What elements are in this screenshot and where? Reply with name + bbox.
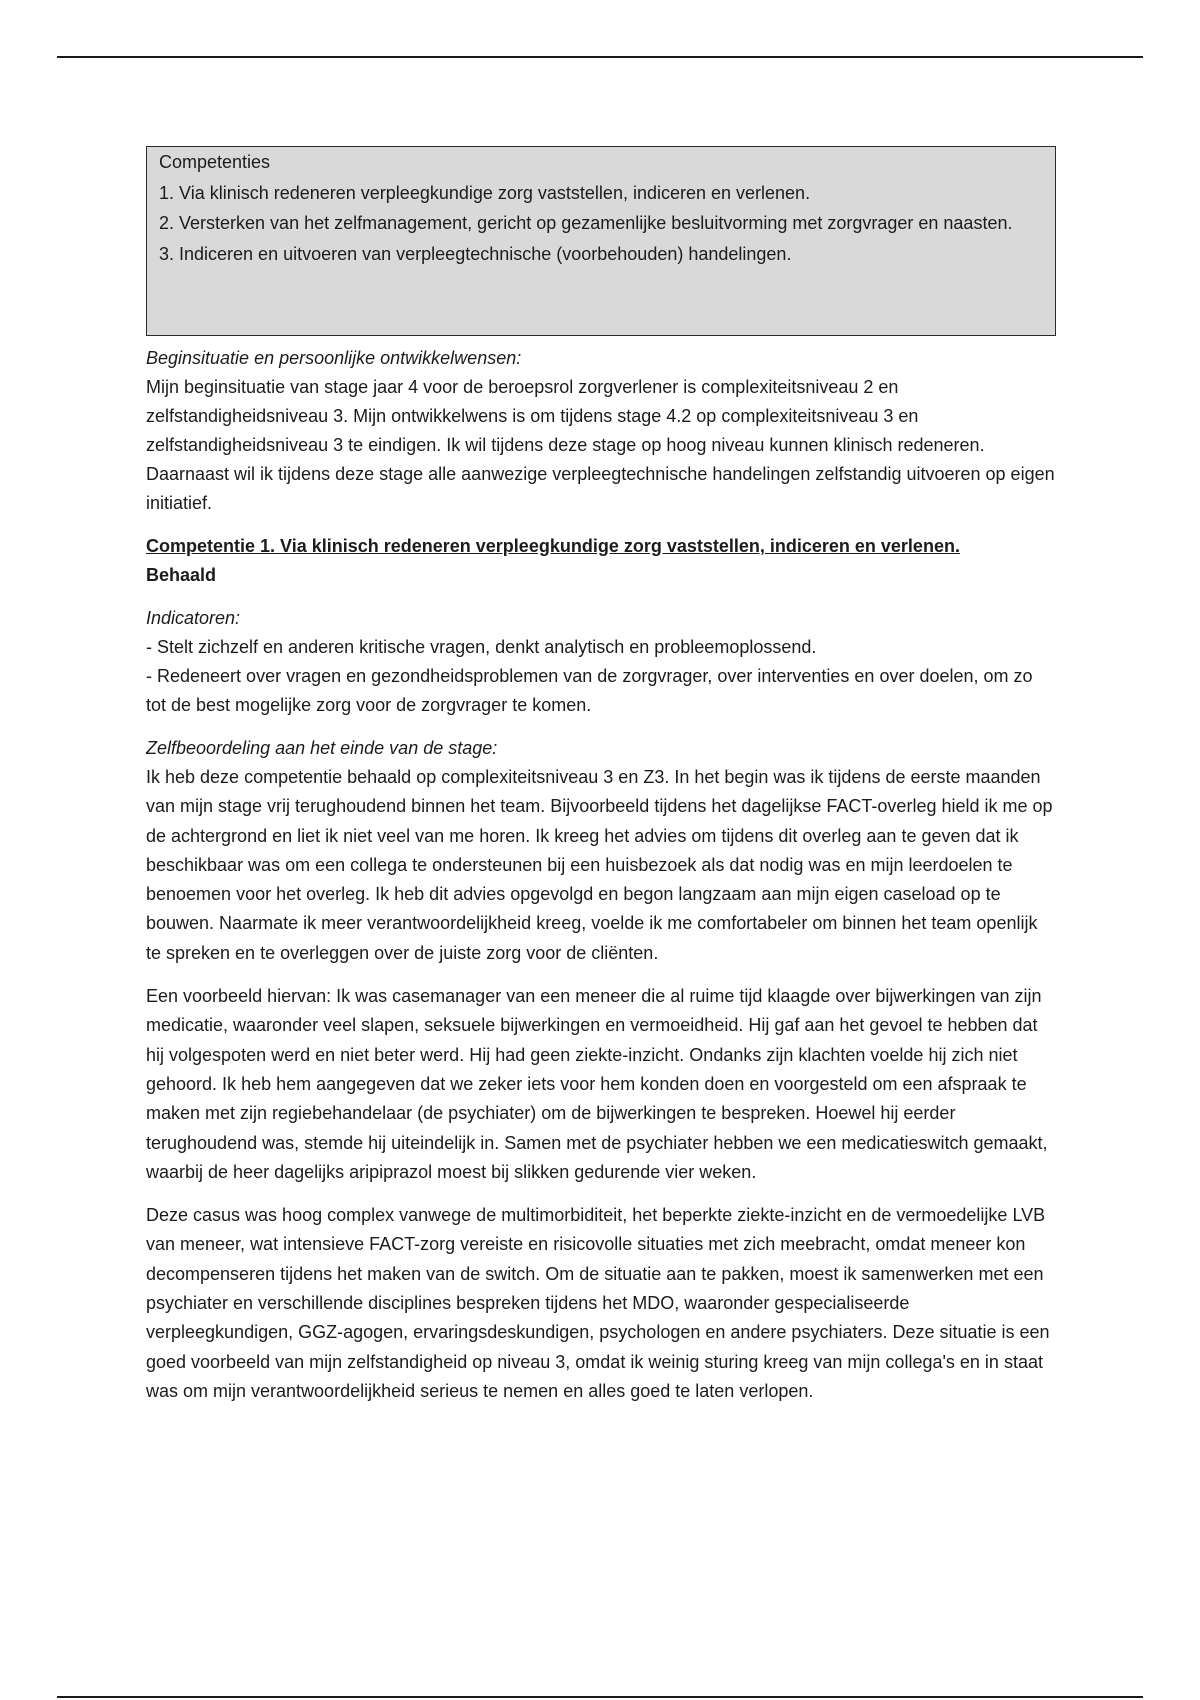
self-assessment-paragraph: Ik heb deze competentie behaald op complexiteitsniveau 3 en Z3. In het begin was ik tijdens de eerste maanden van mijn stage vrij terughoudend binnen het team. Bijvoorbeeld tijdens het dagelijkse FACT-overleg hield ik me op de achtergrond en liet ik niet veel van me horen. Ik kreeg het advies om tijdens dit overleg aan te geven dat ik beschikbaar was om een collega te ondersteunen bij een huisbezoek als dat nodig was en mijn leerdoelen te benoemen voor het overleg. Ik heb dit advies opgevolgd en begon langzaam aan mijn eigen caseload op te bouwen. Naarmate ik meer verantwoordelijkheid kreeg, voelde ik me comfortabeler om binnen het team openlijk te spreken en te overleggen over de juiste zorg voor de cliënten. [146, 767, 1053, 963]
self-assessment-paragraph: Een voorbeeld hiervan: Ik was casemanager van een meneer die al ruime tijd klaagde over bijwerkingen van zijn medicatie, waaronder veel slapen, seksuele bijwerkingen en vermoeidheid. Hij gaf aan het gevoel te hebben dat hij volgespoten werd en niet beter werd. Hij had geen ziekte-inzicht. Ondanks zijn klachten voelde hij zich niet gehoord. Ik heb hem aangegeven dat we zeker iets voor hem konden doen en voorgesteld om een afspraak te maken met zijn regiebehandelaar (de psychiater) om de bijwerkingen te bespreken. Hoewel hij eerder terughoudend was, stemde hij uiteindelijk in. Samen met de psychiater hebben we een medicatieswitch gemaakt, waarbij de heer dagelijks aripiprazol moest bij slikken gedurende vier weken. [146, 986, 1048, 1182]
competency1-title: Competentie 1. Via klinisch redeneren verpleegkundige zorg vaststellen, indiceren en verlenen. [146, 536, 960, 556]
competencies-box [146, 146, 1056, 336]
competency-item: 2. Versterken van het zelfmanagement, gericht op gezamenlijke besluitvorming met zorgvrager en naasten. [159, 213, 1013, 233]
self-assessment-heading: Zelfbeoordeling aan het einde van de stage: [146, 738, 498, 758]
document-page [146, 146, 1056, 1406]
competency-item: 3. Indiceren en uitvoeren van verpleegtechnische (voorbehouden) handelingen. [159, 243, 792, 264]
begin-text: Mijn beginsituatie van stage jaar 4 voor de beroepsrol zorgverlener is complexiteitsniveau 2 en zelfstandigheidsniveau 3. Mijn ontwikkelwens is om tijdens stage 4.2 op complexiteitsniveau 3 en zelfstandigheidsniveau 3 te eindigen. Ik wil tijdens deze stage op hoog niveau kunnen klinisch redeneren. Daarnaast wil ik tijdens deze stage alle aanwezige verpleegtechnische handelingen zelfstandig uitvoeren op eigen initiatief. [146, 377, 1055, 513]
competency1-status: Behaald [146, 565, 217, 585]
indicator-item: - Redeneert over vragen en gezondheidsproblemen van de zorgvrager, over interventies en over doelen, om zo tot de best mogelijke zorg voor de zorgvrager te komen. [146, 666, 1033, 715]
self-assessment-paragraph: Deze casus was hoog complex vanwege de multimorbiditeit, het beperkte ziekte-inzicht en de vermoedelijke LVB van meneer, wat intensieve FACT-zorg vereiste en risicovolle situaties met zich meebracht, omdat meneer kon decompenseren tijdens het maken van de switch. Om de situatie aan te pakken, moest ik samenwerken met een psychiater en verschillende disciplines bespreken tijdens het MDO, waaronder gespecialiseerde verpleegkundigen, GGZ-agogen, ervaringsdeskundigen, psychologen en andere psychiaters. Deze situatie is een goed voorbeeld van mijn zelfstandigheid op niveau 3, omdat ik weinig sturing kreeg van mijn collega's en in staat was om mijn verantwoordelijkheid serieus te nemen en alles goed te laten verlopen. [146, 1205, 1050, 1401]
indicator-item: - Stelt zichzelf en anderen kritische vragen, denkt analytisch en probleemoplossend. [146, 637, 817, 657]
competency-item: 1. Via klinisch redeneren verpleegkundige zorg vaststellen, indiceren en verlenen. [159, 182, 811, 203]
competencies-title: Competenties [159, 152, 271, 172]
indicators-heading: Indicatoren: [146, 608, 241, 628]
header-rule [57, 56, 1143, 58]
begin-heading: Beginsituatie en persoonlijke ontwikkelwensen: [146, 348, 522, 368]
footer-rule [57, 1696, 1143, 1698]
